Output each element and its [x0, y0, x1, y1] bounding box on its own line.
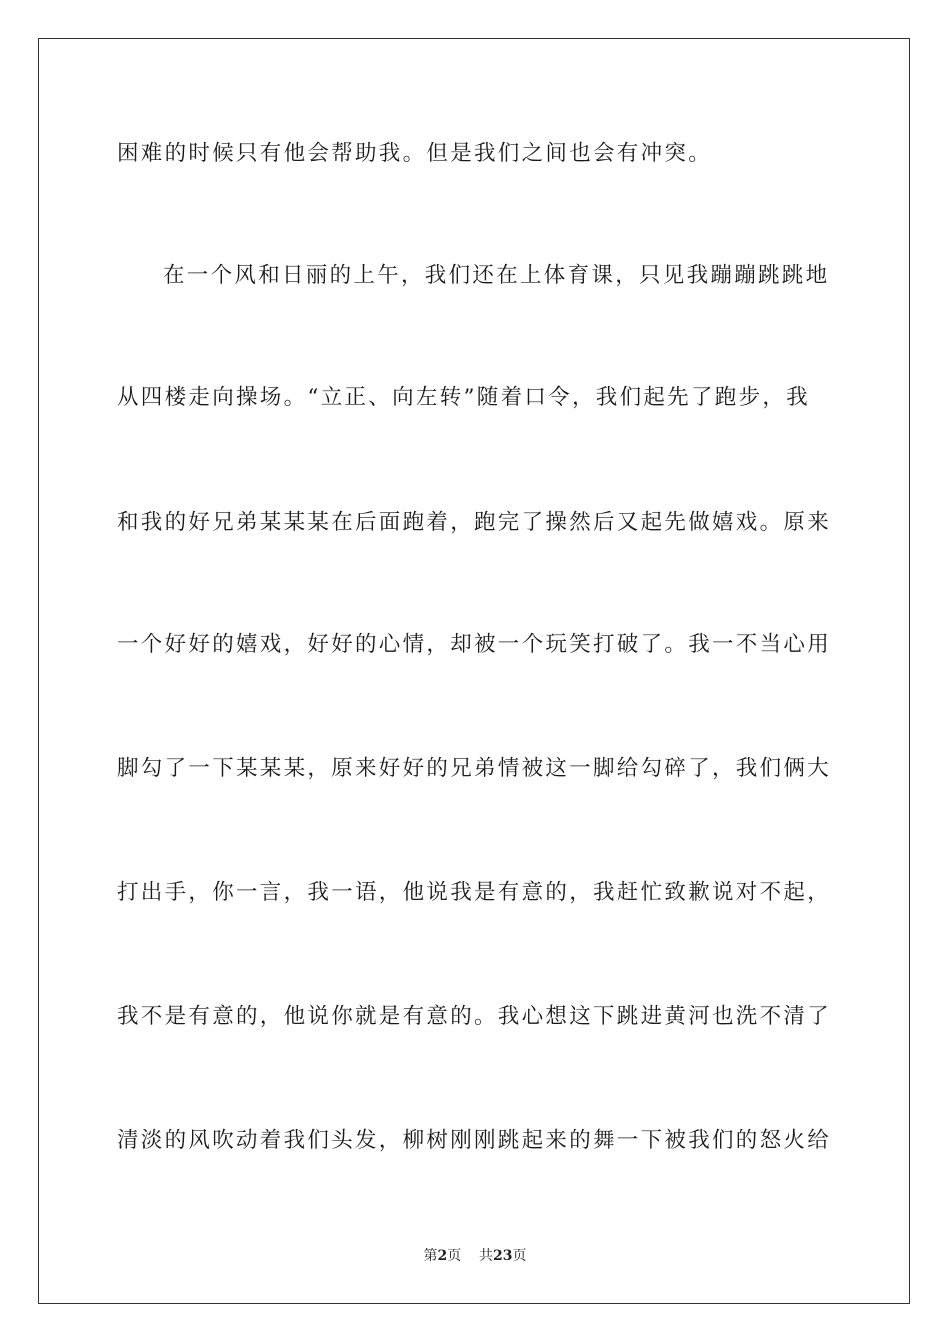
text-line-4: 和我的好兄弟某某某在后面跑着，跑完了操然后又起先做嬉戏。原来 [117, 510, 832, 535]
text-line-9: 清淡的风吹动着我们头发，柳树刚刚跳起来的舞一下被我们的怒火给 [117, 1128, 832, 1153]
page-suffix: 页 [447, 1248, 462, 1264]
page-footer [0, 1246, 950, 1266]
total-prefix: 共 [479, 1248, 494, 1264]
text-line-5: 一个好好的嬉戏，好好的心情，却被一个玩笑打破了。我一不当心用 [117, 632, 832, 657]
total-pages-number: 23 [493, 1248, 513, 1264]
text-line-2: 在一个风和日丽的上午，我们还在上体育课，只见我蹦蹦跳跳地 [163, 263, 830, 288]
total-suffix: 页 [512, 1248, 527, 1264]
text-line-1: 困难的时候只有他会帮助我。但是我们之间也会有冲突。 [117, 141, 713, 166]
current-page-number: 2 [437, 1248, 448, 1264]
page-prefix: 第 [423, 1248, 438, 1264]
text-line-7: 打出手，你一言，我一语，他说我是有意的，我赶忙致歉说对不起， [117, 880, 832, 905]
text-line-8: 我不是有意的，他说你就是有意的。我心想这下跳进黄河也洗不清了 [117, 1004, 832, 1029]
text-line-6: 脚勾了一下某某某，原来好好的兄弟情被这一脚给勾碎了，我们俩大 [117, 756, 832, 781]
page-border [38, 38, 910, 1304]
text-line-3: 从四楼走向操场。“立正、向左转”随着口令，我们起先了跑步，我 [117, 385, 810, 410]
